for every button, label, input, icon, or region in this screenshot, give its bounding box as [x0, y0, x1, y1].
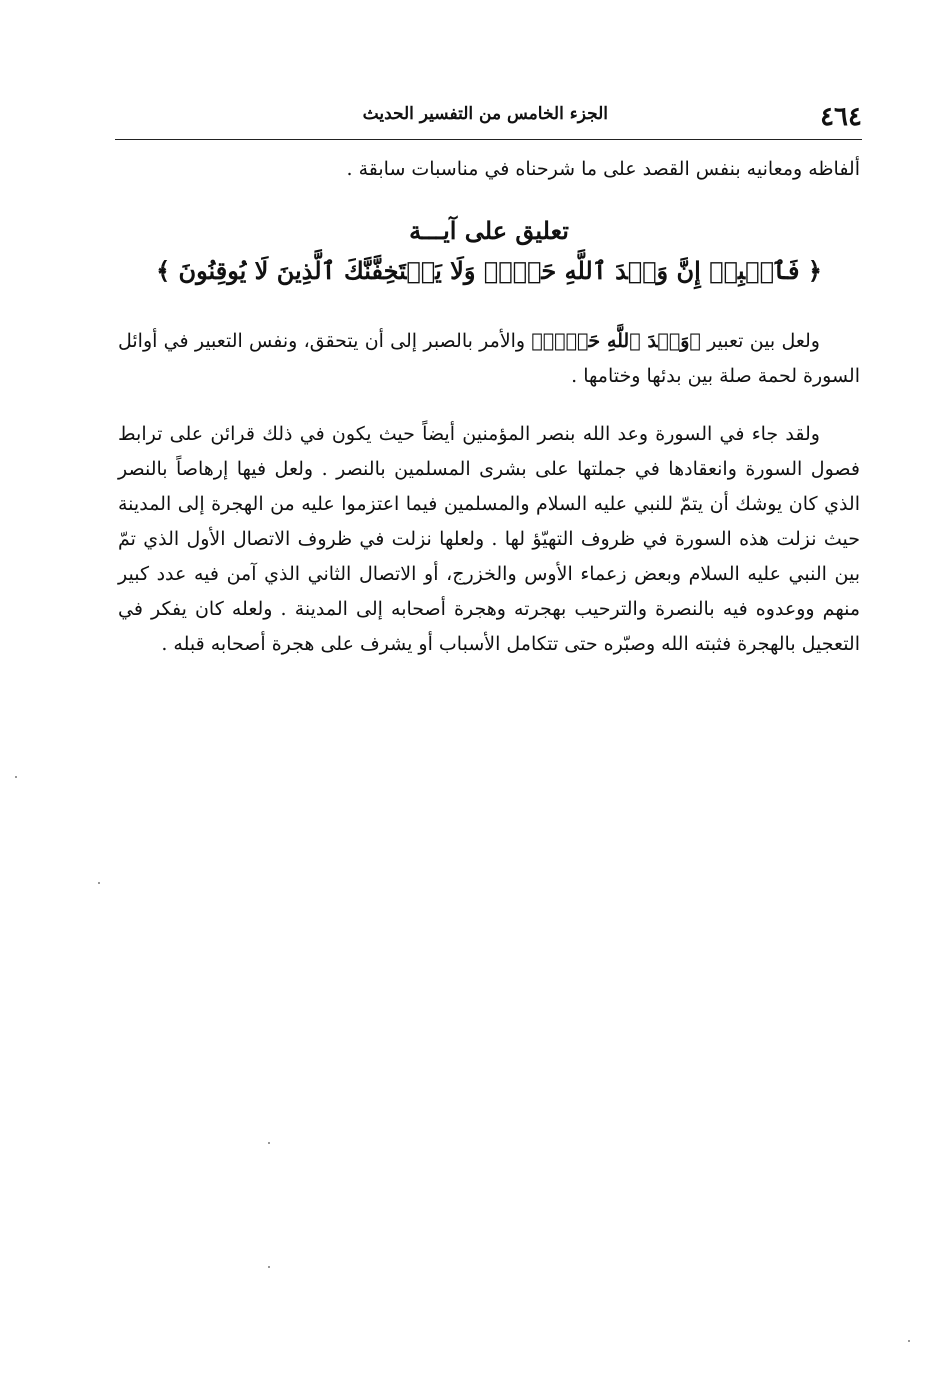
- running-title: الجزء الخامس من التفسير الحديث: [362, 104, 608, 124]
- scan-speck: [268, 1142, 270, 1144]
- paragraph-1-before: ولعل بين تعبير: [700, 330, 820, 352]
- scan-speck: [908, 1340, 910, 1342]
- paragraph-1-after: والأمر بالصبر إلى أن يتحقق، ونفس التعبير في أوائل السورة لحمة صلة بين بدئها وختامها .: [118, 330, 860, 387]
- inline-verse: ﴿وَعۡدَ ٱللَّهِ حَقّٞۖ﴾: [531, 330, 701, 352]
- scan-speck: [98, 882, 100, 884]
- section-title: تعليق على آيـــة: [409, 216, 569, 245]
- scan-speck: [268, 1266, 270, 1268]
- page-header: [115, 98, 862, 140]
- quran-verse: ﴿ فَٱصۡبِرۡ إِنَّ وَعۡدَ ٱللَّهِ حَقّٞۖ وَلَا يَسۡتَخِفَّنَّكَ ٱلَّذِينَ لَا يُوقِنُونَ ﴾: [156, 256, 822, 285]
- continuation-paragraph: ألفاظه ومعانيه بنفس القصد على ما شرحناه في مناسبات سابقة .: [346, 158, 860, 180]
- scan-speck: [15, 776, 17, 778]
- header-rule: [115, 139, 862, 140]
- page-number: ٤٦٤: [820, 102, 862, 132]
- paragraph-1: [118, 324, 860, 394]
- paragraph-2: ولقد جاء في السورة وعد الله بنصر المؤمنين أيضاً حيث يكون في ذلك قرائن على ترابط فصول السورة وانعقادها في جملتها على بشرى المسلمين بالنصر . ولعل فيها إرهاصاً بالنصر الذي كان يوشك أن يتمّ للنبي عليه السلام والمسلمين فيما اعتزموا عليه من الهجرة إلى المدينة حيث نزلت هذه السورة في ظروف التهيّؤ لها . ولعلها نزلت في ظروف الاتصال الأول الذي تمّ بين النبي عليه السلام وبعض زعماء الأوس والخزرج، أو الاتصال الثاني الذي آمن فيه عدد كبير منهم ووعدوه فيه بالنصرة والترحيب بهجرته وهجرة أصحابه إلى المدينة . ولعله كان يفكر في التعجيل بالهجرة فثبته الله وصبّره حتى تتكامل الأسباب أو يشرف على هجرة أصحابه قبله .: [118, 423, 860, 655]
